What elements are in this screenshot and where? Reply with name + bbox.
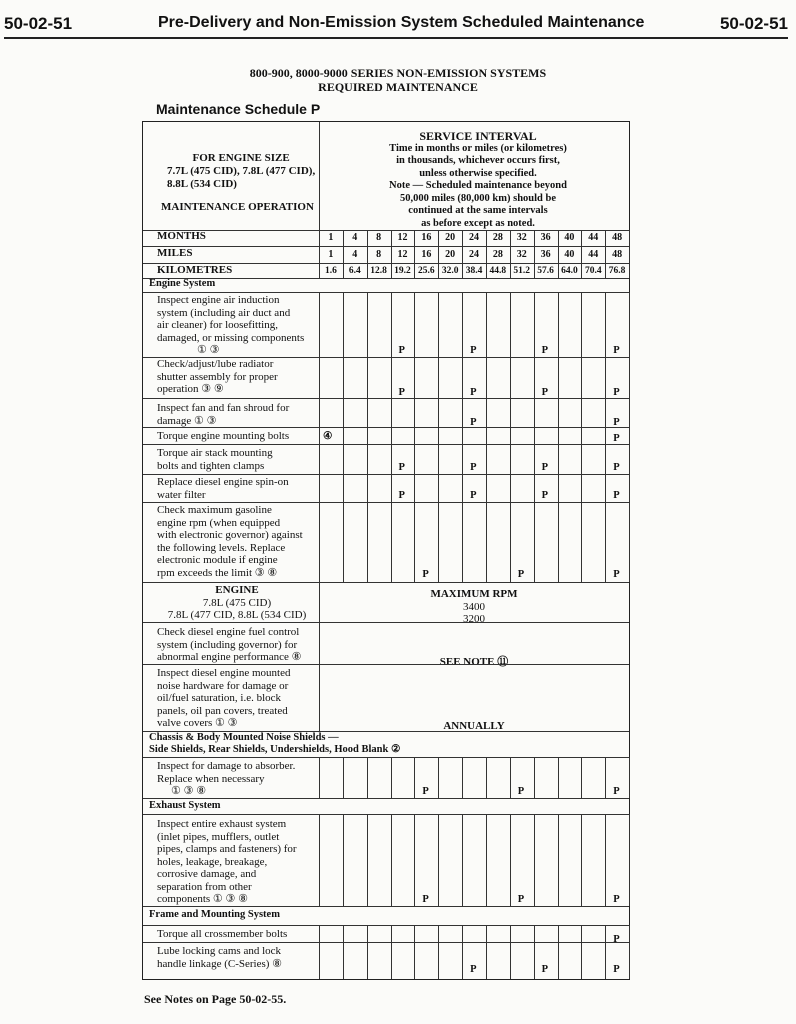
service-mark: P — [470, 964, 477, 975]
header-divider — [319, 122, 320, 230]
op-fuel-control — [157, 626, 302, 664]
interval-cell: 32.0 — [441, 266, 459, 276]
grid-column-line — [486, 230, 487, 278]
interval-cell: 44.8 — [489, 266, 507, 276]
grid-column-line — [629, 925, 630, 979]
op-text: (inlet pipes, mufflers, outlet — [157, 830, 280, 843]
interval-cell: 48 — [612, 232, 623, 243]
grid-column-line — [486, 814, 487, 906]
grid-column-line — [438, 814, 439, 906]
op-text: engine rpm (when equipped — [157, 516, 281, 529]
service-mark: P — [541, 387, 549, 398]
row-rule — [143, 942, 629, 943]
service-interval-line: as before except as noted. — [421, 217, 535, 229]
grid-column-line — [534, 925, 535, 979]
op-text: separation from other — [157, 880, 252, 893]
interval-cell: 25.6 — [418, 266, 435, 276]
grid-column-line — [462, 292, 463, 582]
interval-cell: 1 — [328, 249, 334, 260]
grid-column-line — [367, 292, 368, 582]
op-inspect-air-induction — [157, 294, 304, 357]
grid-column-line — [438, 230, 439, 278]
grid-column-line — [319, 292, 320, 582]
service-mark: P — [470, 490, 477, 501]
service-interval-title: SERVICE INTERVAL — [419, 129, 537, 143]
service-mark: P — [422, 894, 429, 905]
op-text: Torque air stack mounting — [157, 447, 273, 459]
grid-column-line — [581, 292, 582, 582]
grid-column-line — [367, 925, 368, 979]
header-rule — [4, 37, 788, 39]
op-text: Inspect for damage to absorber. — [157, 760, 296, 772]
grid-column-line — [391, 925, 392, 979]
interval-cell: 8 — [376, 232, 382, 243]
grid-column-line — [534, 230, 535, 278]
engine-sizes-line-1: 7.7L (475 CID), 7.8L (477 CID), — [167, 165, 316, 177]
interval-cell: 32 — [516, 232, 527, 243]
grid-column-line — [462, 230, 463, 278]
footer-notes-reference: See Notes on Page 50-02-55. — [144, 992, 287, 1006]
header-rule-bottom — [143, 230, 629, 231]
service-mark: P — [613, 786, 620, 797]
op-engine-mounting-bolts — [157, 430, 289, 443]
noise-hardware-interval: ANNUALLY — [443, 720, 505, 732]
grid-column-line — [343, 925, 344, 979]
interval-cell: 6.4 — [348, 266, 361, 276]
op-text: oil/fuel saturation, i.e. block — [157, 692, 282, 704]
engine-size-block — [167, 152, 315, 191]
row-rule — [143, 292, 629, 293]
op-max-rpm — [157, 504, 303, 579]
op-text: rpm exceeds the limit ③ ⑧ — [157, 566, 278, 579]
grid-column-line — [581, 925, 582, 979]
section-title-line: Chassis & Body Mounted Noise Shields — — [149, 732, 339, 743]
grid-column-line — [462, 925, 463, 979]
op-text: components ① ③ ⑧ — [157, 893, 248, 905]
service-mark: P — [422, 786, 429, 797]
service-mark: P — [613, 462, 620, 473]
interval-cell: 4 — [352, 249, 358, 260]
grid-column-line — [343, 230, 344, 278]
grid-column-line — [391, 814, 392, 906]
service-interval-line: 50,000 miles (80,000 km) should be — [399, 192, 557, 204]
engine-sizes-line-2: 8.8L (534 CID) — [167, 178, 237, 190]
service-mark: P — [541, 490, 549, 501]
op-text: corrosive damage, and — [157, 868, 257, 880]
label-column-divider — [319, 582, 320, 731]
interval-cell: 57.6 — [537, 266, 554, 276]
service-mark: P — [398, 387, 405, 398]
grid-column-line — [629, 230, 630, 278]
engine-size-b: 7.8L (477 CID, 8.8L (534 CID) — [167, 609, 307, 621]
interval-cell: 38.4 — [465, 266, 483, 276]
interval-cell: 1 — [328, 232, 334, 243]
op-text: Replace when necessary — [157, 772, 265, 785]
service-interval-line: Time in months or miles (or kilometres) — [389, 142, 567, 154]
op-text: air cleaner) for loosefitting, — [157, 319, 278, 331]
op-text: damage ① ③ — [157, 414, 217, 427]
grid-column-line — [414, 814, 415, 906]
grid-column-line — [534, 814, 535, 906]
grid-column-line — [438, 292, 439, 582]
row-rule — [143, 925, 629, 926]
op-text: system (including air duct and — [157, 306, 291, 319]
page-title: Pre-Delivery and Non-Emission System Scheduled Maintenance — [158, 14, 645, 31]
grid-column-line — [510, 292, 511, 582]
row-rule — [143, 582, 629, 583]
grid-column-line — [391, 757, 392, 798]
service-mark: P — [470, 417, 477, 428]
section-chassis-noise-shields — [149, 732, 400, 755]
service-mark: P — [422, 569, 429, 580]
service-mark: P — [517, 569, 525, 580]
op-exhaust-inspect — [157, 818, 297, 906]
interval-cell: 36 — [540, 249, 551, 260]
grid-column-line — [414, 925, 415, 979]
grid-column-line — [581, 757, 582, 798]
grid-column-line — [629, 814, 630, 906]
service-mark: P — [613, 490, 620, 501]
interval-cell: 4 — [352, 232, 358, 243]
op-text: Inspect entire exhaust system — [157, 818, 287, 830]
op-text: valve covers ① ③ — [157, 717, 238, 729]
service-mark: P — [398, 345, 405, 356]
section-note: ② — [390, 744, 401, 755]
interval-cell: 48 — [612, 249, 623, 260]
op-text: abnormal engine performance ⑧ — [157, 651, 302, 663]
grid-column-line — [510, 230, 511, 278]
grid-column-line — [438, 757, 439, 798]
grid-column-line — [486, 757, 487, 798]
grid-column-line — [629, 292, 630, 582]
grid-column-line — [486, 925, 487, 979]
op-text: bolts and tighten clamps — [157, 459, 265, 472]
grid-column-line — [581, 814, 582, 906]
grid-column-line — [367, 814, 368, 906]
service-mark: P — [613, 934, 620, 945]
op-text: with electronic governor) against — [157, 529, 303, 541]
grid-column-line — [462, 757, 463, 798]
interval-cell: 12 — [397, 232, 408, 243]
section-frame-mounting: Frame and Mounting System — [149, 909, 280, 920]
interval-cell: 16 — [421, 232, 432, 243]
grid-column-line — [343, 814, 344, 906]
interval-cell: 44 — [588, 249, 599, 260]
grid-column-line — [558, 230, 559, 278]
interval-cell: 28 — [492, 249, 503, 260]
row-rule — [143, 622, 629, 623]
interval-cell: 24 — [469, 249, 480, 260]
service-mark: P — [398, 490, 405, 501]
row-rule — [143, 278, 629, 279]
op-text: Inspect engine air induction — [157, 294, 280, 306]
max-rpm-a: 3400 — [463, 600, 485, 613]
interval-cell: 64.0 — [561, 266, 578, 276]
maintenance-operation-label: MAINTENANCE OPERATION — [161, 201, 314, 213]
grid-column-line — [367, 757, 368, 798]
interval-cell: 70.4 — [584, 266, 602, 276]
grid-column-line — [605, 292, 606, 582]
section-title-line: Side Shields, Rear Shields, Undershields, Hood Blank — [149, 744, 389, 755]
op-fan-shroud — [157, 402, 289, 427]
op-text: handle linkage (C-Series) ⑧ — [157, 957, 283, 970]
op-text: water filter — [157, 488, 206, 501]
op-notes: ① ③ ⑧ — [171, 785, 207, 797]
interval-cell: 32 — [516, 249, 527, 260]
op-text: electronic module if engine — [157, 554, 278, 566]
grid-column-line — [581, 230, 582, 278]
page-number-left: 50-02-51 — [4, 14, 73, 33]
service-mark: P — [613, 433, 620, 444]
op-notes: ① ③ — [197, 344, 220, 356]
service-interval-line: Note — Scheduled maintenance beyond — [389, 180, 567, 191]
row-rule — [143, 906, 629, 907]
section-engine-system: Engine System — [149, 278, 216, 289]
interval-cell: 12 — [397, 249, 408, 260]
grid-column-line — [510, 925, 511, 979]
max-rpm-header: MAXIMUM RPM — [430, 588, 518, 600]
interval-cell: 40 — [564, 232, 575, 243]
engine-rpm-table — [157, 584, 317, 622]
interval-cell: 19.2 — [394, 266, 411, 276]
service-interval-line: in thousands, whichever occurs first, — [396, 155, 560, 166]
op-text: noise hardware for damage or — [157, 679, 289, 692]
kilometres-label: KILOMETRES — [157, 264, 233, 276]
op-crossmember-bolts — [157, 928, 287, 941]
interval-cell: 24 — [469, 232, 480, 243]
grid-column-line — [319, 814, 320, 906]
op-absorber — [157, 760, 295, 798]
interval-cell: 40 — [564, 249, 575, 260]
grid-column-line — [319, 925, 320, 979]
service-interval-line: continued at the same intervals — [408, 205, 548, 216]
section-exhaust-system: Exhaust System — [149, 800, 221, 811]
row-rule — [143, 502, 629, 503]
grid-column-line — [438, 925, 439, 979]
mounting-bolts-note: ④ — [323, 431, 333, 442]
document-subtitle — [0, 66, 796, 94]
service-mark: P — [517, 894, 525, 905]
grid-column-line — [534, 757, 535, 798]
grid-column-line — [391, 230, 392, 278]
interval-cell: 28 — [492, 232, 503, 243]
subtitle-line-2: REQUIRED MAINTENANCE — [318, 80, 478, 94]
op-text: Torque engine mounting bolts — [157, 430, 290, 442]
op-text: panels, oil pan covers, treated — [157, 704, 288, 717]
engine-header: ENGINE — [215, 584, 259, 596]
interval-cell: 16 — [421, 249, 432, 260]
op-lube-locking-cams — [157, 945, 282, 970]
op-noise-hardware — [157, 667, 291, 730]
row-rule — [143, 398, 629, 399]
op-text: system (including governor) for — [157, 638, 298, 651]
row-rule — [143, 444, 629, 445]
subtitle-line-1: 800-900, 8000-9000 SERIES NON-EMISSION SYSTEMS — [249, 66, 547, 80]
service-interval-block — [333, 130, 623, 230]
grid-column-line — [510, 757, 511, 798]
row-rule — [143, 798, 629, 799]
service-mark: P — [517, 786, 525, 797]
grid-column-line — [629, 757, 630, 798]
service-interval-line: unless otherwise specified. — [419, 167, 537, 179]
grid-column-line — [558, 292, 559, 582]
maintenance-table — [142, 121, 630, 980]
op-text: Check/adjust/lube radiator — [157, 358, 274, 370]
grid-column-line — [605, 757, 606, 798]
max-rpm-values — [319, 588, 629, 626]
fuel-control-note: SEE NOTE ⑪ — [439, 656, 509, 668]
op-text: Check maximum gasoline — [157, 504, 272, 516]
grid-column-line — [414, 292, 415, 582]
miles-label: MILES — [157, 247, 193, 259]
grid-column-line — [343, 757, 344, 798]
grid-column-line — [367, 230, 368, 278]
grid-column-line — [605, 230, 606, 278]
interval-cell: 76.8 — [608, 266, 626, 276]
op-water-filter — [157, 476, 289, 501]
service-mark: P — [613, 569, 620, 580]
interval-cell: 44 — [588, 232, 599, 243]
engine-size-a: 7.8L (475 CID) — [202, 596, 272, 609]
service-mark: P — [613, 417, 620, 428]
grid-column-line — [510, 814, 511, 906]
service-mark: P — [613, 964, 620, 975]
interval-cell: 12.8 — [370, 266, 387, 276]
service-mark: P — [541, 964, 549, 975]
grid-column-line — [534, 292, 535, 582]
service-mark: P — [470, 387, 477, 398]
row-rule — [143, 474, 629, 475]
grid-column-line — [558, 925, 559, 979]
service-mark: P — [613, 894, 620, 905]
op-text: Inspect diesel engine mounted — [157, 667, 291, 679]
op-text: Lube locking cams and lock — [157, 945, 282, 957]
grid-column-line — [605, 814, 606, 906]
service-mark: P — [470, 345, 477, 356]
max-rpm-b: 3200 — [463, 613, 485, 625]
interval-cell: 8 — [376, 249, 382, 260]
months-label: MONTHS — [157, 230, 206, 242]
op-text: the following levels. Replace — [157, 541, 286, 554]
row-rule — [143, 814, 629, 815]
op-text: Check diesel engine fuel control — [157, 626, 300, 638]
grid-column-line — [414, 230, 415, 278]
op-radiator-shutter — [157, 358, 278, 396]
page-number-right: 50-02-51 — [719, 14, 788, 33]
row-rule — [143, 263, 629, 264]
grid-column-line — [462, 814, 463, 906]
row-rule — [143, 664, 629, 665]
interval-cell: 1.6 — [324, 266, 337, 276]
op-text: Torque all crossmember bolts — [157, 928, 288, 940]
grid-column-line — [414, 757, 415, 798]
grid-column-line — [343, 292, 344, 582]
interval-cell: 20 — [445, 249, 456, 260]
grid-column-line — [319, 757, 320, 798]
op-text: pipes, clamps and fasteners) for — [157, 843, 297, 855]
op-text: operation ③ ⑨ — [157, 383, 224, 395]
op-text: damaged, or missing components — [157, 331, 305, 344]
grid-column-line — [558, 814, 559, 906]
grid-column-line — [605, 925, 606, 979]
service-mark: P — [398, 462, 405, 473]
service-mark: P — [470, 462, 477, 473]
op-text: Inspect fan and fan shroud for — [157, 402, 290, 414]
row-rule — [143, 246, 629, 247]
grid-column-line — [391, 292, 392, 582]
engine-size-label: FOR ENGINE SIZE — [192, 152, 290, 164]
grid-column-line — [486, 292, 487, 582]
service-mark: P — [613, 387, 620, 398]
grid-column-line — [558, 757, 559, 798]
op-text: holes, leakage, breakage, — [157, 855, 268, 868]
grid-column-line — [319, 230, 320, 278]
interval-cell: 36 — [540, 232, 551, 243]
op-text: Replace diesel engine spin-on — [157, 476, 289, 488]
interval-cell: 51.2 — [513, 266, 531, 276]
op-text: shutter assembly for proper — [157, 370, 278, 383]
service-mark: P — [541, 345, 549, 356]
op-air-stack — [157, 447, 273, 472]
service-mark: P — [613, 345, 620, 356]
interval-cell: 20 — [445, 232, 456, 243]
row-rule — [143, 757, 629, 758]
schedule-title: Maintenance Schedule P — [156, 101, 321, 117]
service-mark: P — [541, 462, 549, 473]
row-rule — [143, 427, 629, 428]
